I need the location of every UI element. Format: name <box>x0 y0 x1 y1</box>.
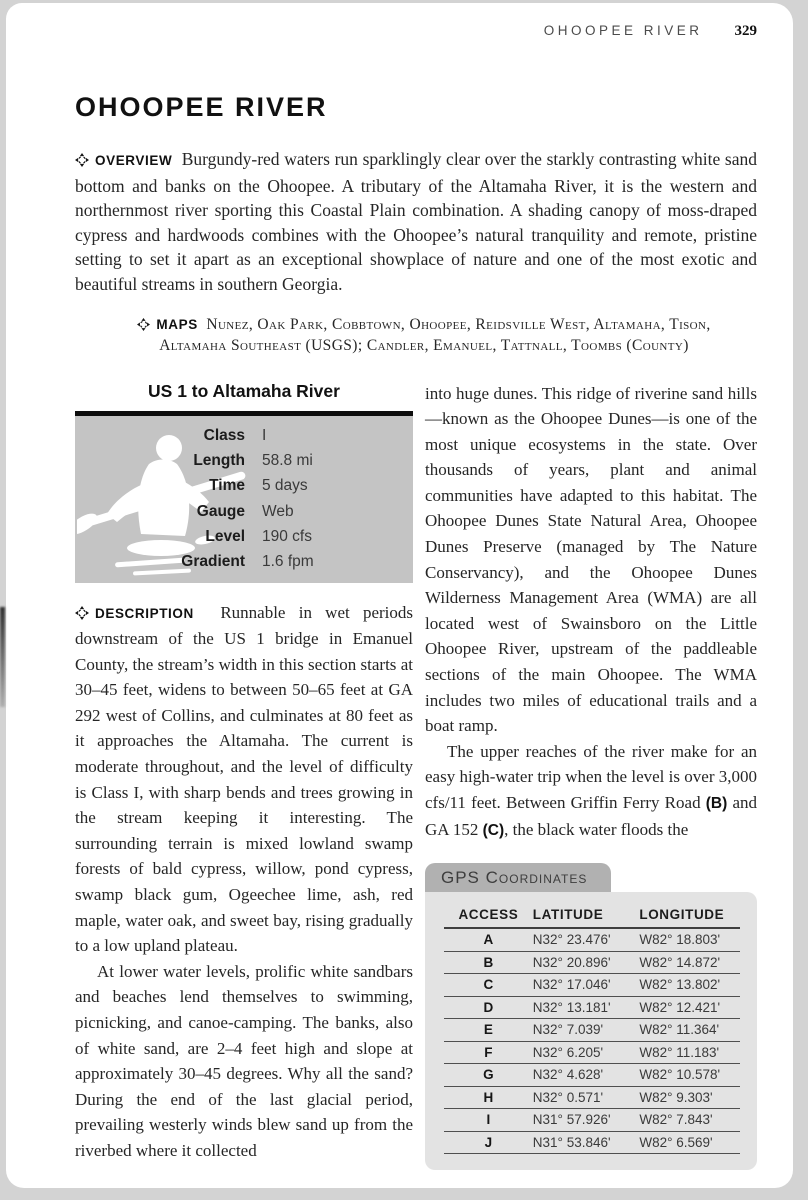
access-ref-b: (B) <box>705 795 728 812</box>
page-title: OHOOPEE RIVER <box>75 92 328 122</box>
gps-longitude: W82° 10.578' <box>639 1064 740 1087</box>
right-column <box>425 379 757 1171</box>
stat-label: Level <box>205 528 245 546</box>
table-row <box>444 996 740 1019</box>
gps-header-row <box>444 904 740 928</box>
gps-access: C <box>444 974 533 997</box>
table-row <box>444 1086 740 1109</box>
gps-col-latitude: LATITUDE <box>533 904 640 928</box>
stat-row <box>75 503 413 528</box>
run-title: US 1 to Altamaha River <box>148 380 340 401</box>
description-text-2: At lower water levels, prolific white sandbars and beaches lend themselves to swimming, picnicking, and canoe-camping. The banks, also of white sand, are 2–4 feet high and slope at approximately 30–45 degrees. Why all the sand? During the end of the last glacial period, prevailing westerly winds blew sand up from the riverbed where it collected <box>75 961 413 1160</box>
stat-row <box>75 553 413 578</box>
stat-row <box>75 477 413 502</box>
scan-edge-smudge <box>0 607 5 707</box>
compass-diamond-icon <box>137 318 150 331</box>
gps-longitude: W82° 18.803' <box>639 928 740 951</box>
maps-text: Nunez, Oak Park, Cobbtown, Ohoopee, Reidsville West, Altamaha, Tison, Altamaha Southeast (USGS); Candler, Emanuel, Tattnall, Toombs (County) <box>159 315 711 354</box>
gps-access: F <box>444 1041 533 1064</box>
right-paragraph-2 <box>425 739 757 843</box>
gps-latitude: N32° 17.046' <box>533 974 640 997</box>
gps-longitude: W82° 12.421' <box>639 996 740 1019</box>
maps-paragraph <box>105 314 743 357</box>
table-row <box>444 1064 740 1087</box>
table-row <box>444 1041 740 1064</box>
run-stats-box <box>75 411 413 583</box>
running-header <box>75 3 757 40</box>
gps-access: B <box>444 951 533 974</box>
stat-value: Web <box>262 502 294 520</box>
stat-row <box>75 452 413 477</box>
stat-row <box>75 528 413 553</box>
gps-longitude: W82° 9.303' <box>639 1086 740 1109</box>
gps-latitude: N31° 57.926' <box>533 1109 640 1132</box>
gps-longitude: W82° 7.843' <box>639 1109 740 1132</box>
table-row <box>444 1131 740 1154</box>
right-text-2c: , the black water floods the <box>504 819 689 839</box>
stat-value: 190 cfs <box>262 528 312 546</box>
stat-label: Length <box>193 451 245 469</box>
gps-latitude: N32° 7.039' <box>533 1019 640 1042</box>
gps-latitude: N31° 53.846' <box>533 1131 640 1154</box>
compass-diamond-icon <box>75 153 89 167</box>
right-text-2a: The upper reaches of the river make for an easy high-water trip when the level is over 3,000 cfs/11 feet. Between Griffin Ferry Road <box>425 741 757 812</box>
description-paragraph-1 <box>75 600 413 959</box>
table-row <box>444 974 740 997</box>
table-row <box>444 928 740 951</box>
stat-label: Gradient <box>181 553 245 571</box>
overview-label: OVERVIEW <box>95 153 173 168</box>
two-column-layout <box>75 379 757 1171</box>
stat-label: Class <box>203 426 245 444</box>
gps-access: D <box>444 996 533 1019</box>
stat-label: Gauge <box>196 502 245 520</box>
table-row <box>444 951 740 974</box>
page-number: 329 <box>734 23 757 39</box>
gps-latitude: N32° 4.628' <box>533 1064 640 1087</box>
gps-table <box>444 904 740 1154</box>
gps-access: A <box>444 928 533 951</box>
access-ref-c: (C) <box>482 821 505 839</box>
stat-row <box>75 427 413 452</box>
gps-latitude: N32° 0.571' <box>533 1086 640 1109</box>
compass-diamond-icon <box>75 606 89 620</box>
description-paragraph-2 <box>75 959 413 1164</box>
table-row <box>444 1019 740 1042</box>
gps-access: J <box>444 1131 533 1154</box>
description-label: DESCRIPTION <box>95 605 194 621</box>
right-text-2b: and GA 152 <box>425 793 757 839</box>
stat-value: 1.6 fpm <box>262 553 314 571</box>
maps-label: MAPS <box>156 316 198 332</box>
overview-text: Burgundy-red waters run sparklingly clear over the starkly contrasting white sand bottom and banks on the Ohoopee. A tributary of the Altamaha River, it is the western and northernmost river sporting this Coastal Plain combination. A shading canopy of moss-draped cypress and hardwoods combines with the Ohoopee’s natural tranquility and remote, pristine setting to set it apart as an exceptional showplace of nature and one of the most exotic and beautiful streams in southern Georgia. <box>75 149 757 294</box>
run-stats <box>75 427 413 579</box>
gps-latitude: N32° 20.896' <box>533 951 640 974</box>
gps-longitude: W82° 11.364' <box>639 1019 740 1042</box>
gps-col-access: ACCESS <box>444 904 533 928</box>
stat-label: Time <box>209 477 245 495</box>
table-row <box>444 1109 740 1132</box>
left-column <box>75 379 413 1171</box>
stat-value: 5 days <box>262 477 308 495</box>
gps-coordinates-box <box>425 863 757 1170</box>
gps-longitude: W82° 14.872' <box>639 951 740 974</box>
gps-latitude: N32° 6.205' <box>533 1041 640 1064</box>
gps-access: H <box>444 1086 533 1109</box>
overview-paragraph <box>75 147 757 296</box>
gps-box-title: GPS Coordinates <box>425 863 611 892</box>
gps-longitude: W82° 13.802' <box>639 974 740 997</box>
gps-latitude: N32° 13.181' <box>533 996 640 1019</box>
gps-access: E <box>444 1019 533 1042</box>
gps-longitude: W82° 6.569' <box>639 1131 740 1154</box>
gps-longitude: W82° 11.183' <box>639 1041 740 1064</box>
stat-value: 58.8 mi <box>262 451 313 469</box>
gps-access: I <box>444 1109 533 1132</box>
gps-col-longitude: LONGITUDE <box>639 904 740 928</box>
description-text-1: Runnable in wet periods downstream of the US 1 bridge in Emanuel County, the stream’s width in this section starts at 30–45 feet, widens to between 50–65 feet at GA 292 west of Collins, and culminates at 80 feet as it approaches the Altamaha. The current is moderate throughout, and the level of difficulty is Class I, with sharp bends and trees growing in the stream keeping it interesting. The surrounding terrain is mixed lowland swamp forests of bald cypress, willow, pond cypress, swamp black gum, Ogeechee lime, ash, red maple, water oak, and sweet bay, rising gradually to a low upland plateau. <box>75 602 413 956</box>
right-text-1: into huge dunes. This ridge of riverine sand hills—known as the Ohoopee Dunes—is one of the most unique ecosystems in the state. Over thousands of years, plant and animal communities have adapted to this habitat. The Ohoopee Dunes State Natural Area, Ohoopee Dunes Preserve (managed by The Nature Conservancy), and the Ohoopee Dunes Wilderness Management Area (WMA) are all located west of Swainsboro on the Little Ohoopee River, upstream of the paddleable sections of the main Ohoopee. The WMA includes two miles of educational trails and a boat ramp. <box>425 383 757 736</box>
page <box>6 3 793 1188</box>
gps-box-body <box>425 892 757 1170</box>
right-paragraph-1 <box>425 381 757 739</box>
running-header-title: OHOOPEE RIVER <box>543 23 703 38</box>
gps-latitude: N32° 23.476' <box>533 928 640 951</box>
stat-value: I <box>262 426 267 444</box>
gps-access: G <box>444 1064 533 1087</box>
